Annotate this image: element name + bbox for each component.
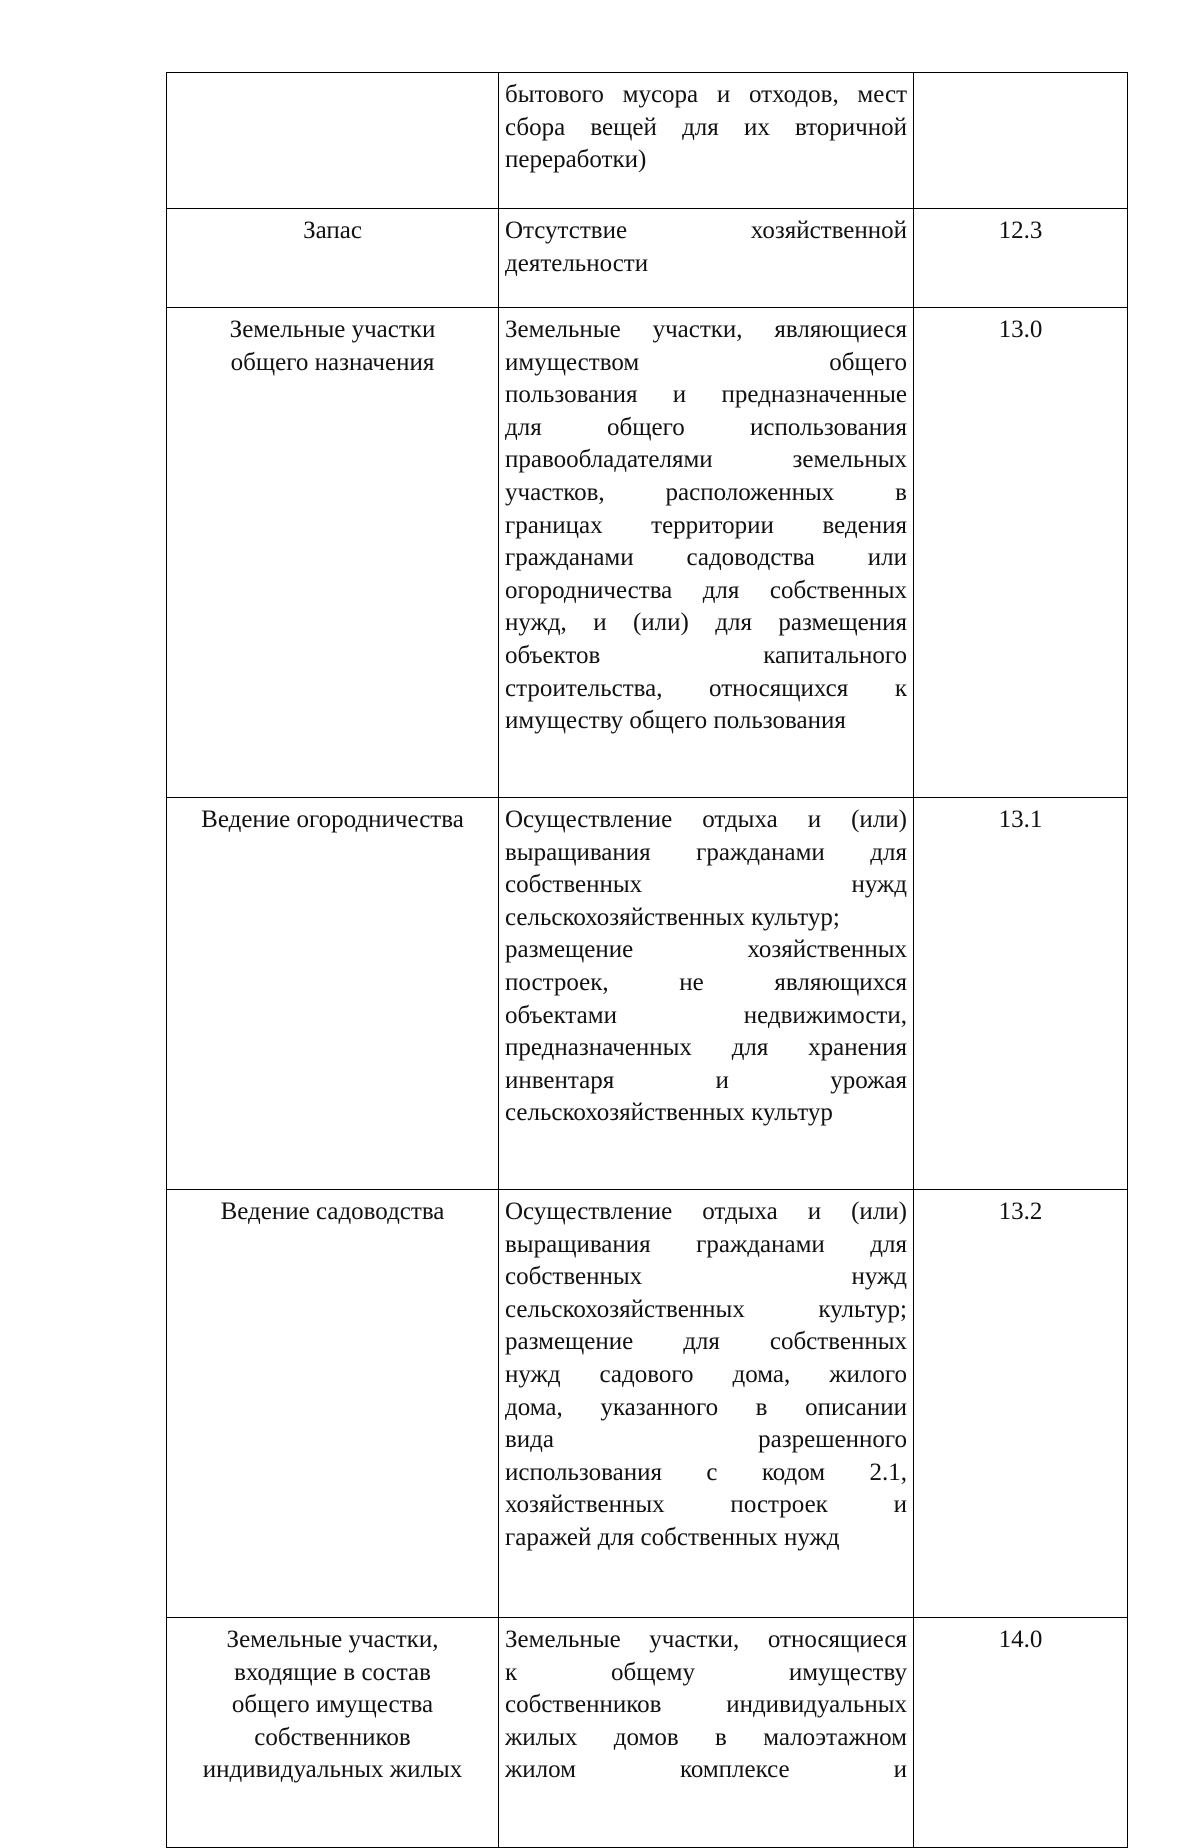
- land-use-name-line: Ведение садоводства: [220, 1198, 445, 1225]
- land-use-description-line: нужд садового дома, жилого: [505, 1360, 907, 1388]
- land-use-description-line: жилых домов в малоэтажном: [505, 1723, 907, 1751]
- land-use-code-cell: [914, 798, 1128, 1190]
- land-use-description-line: бытового мусора и отходов, мест: [505, 81, 907, 108]
- land-use-description-line: границах территории ведения: [505, 511, 907, 539]
- land-use-description-line: для общего использования: [505, 413, 907, 441]
- land-use-description-line: нужд, и (или) для размещения: [505, 609, 907, 637]
- land-use-description-line: сельскохозяйственных культур: [505, 1099, 833, 1127]
- land-use-code-cell: [914, 73, 1128, 209]
- land-use-description-line: использования с кодом 2.1,: [505, 1458, 907, 1486]
- land-use-name-line: общего имущества: [231, 1691, 434, 1719]
- land-use-description-line: Земельные участки, относящиеся: [505, 1626, 907, 1653]
- land-use-table: [166, 72, 1128, 1848]
- land-use-description-line: объектов капитального: [505, 641, 907, 669]
- land-use-description-line: участков, расположенных в: [505, 478, 907, 506]
- land-use-description-line: Осуществление отдыха и (или): [505, 806, 907, 833]
- land-use-description-line: деятельности: [505, 249, 649, 277]
- land-use-name-line: Земельные участки: [229, 316, 436, 343]
- table-row: [167, 73, 1128, 209]
- table-row: [167, 798, 1128, 1190]
- land-use-description-line: объектами недвижимости,: [505, 1001, 907, 1029]
- table-row: [167, 209, 1128, 308]
- land-use-name-cell: [167, 209, 499, 308]
- land-use-name-cell: [167, 73, 499, 209]
- land-use-description-line: переработки): [505, 146, 647, 174]
- land-use-code: 13.0: [998, 316, 1043, 343]
- land-use-name-line: входящие в состав: [234, 1658, 431, 1686]
- land-use-description-line: выращивания гражданами для: [505, 1230, 907, 1258]
- land-use-description-line: собственных нужд: [505, 871, 907, 899]
- land-use-description-line: правообладателями земельных: [505, 446, 907, 474]
- land-use-description-line: инвентаря и урожая: [505, 1066, 907, 1094]
- land-use-description-cell: [499, 308, 914, 798]
- land-use-description-line: жилом комплексе и: [505, 1756, 907, 1784]
- table-row: [167, 1190, 1128, 1618]
- land-use-code-cell: [914, 1618, 1128, 1848]
- land-use-description-line: вида разрешенного: [505, 1426, 907, 1454]
- land-use-description-cell: [499, 73, 914, 209]
- land-use-description-line: огородничества для собственных: [505, 576, 907, 604]
- land-use-description-cell: [499, 1618, 914, 1848]
- land-use-description-line: имуществом общего: [505, 348, 907, 376]
- land-use-description-line: сельскохозяйственных культур;: [505, 903, 840, 931]
- land-use-description-line: сбора вещей для их вторичной: [505, 113, 907, 141]
- land-use-code: 13.2: [998, 1198, 1043, 1225]
- land-use-name-cell: [167, 308, 499, 798]
- land-use-name-line: общего назначения: [230, 348, 435, 376]
- table-row: [167, 1618, 1128, 1848]
- land-use-name-cell: [167, 1618, 499, 1848]
- land-use-code: 12.3: [998, 217, 1043, 244]
- land-use-name-line: Земельные участки,: [226, 1626, 439, 1653]
- land-use-description-line: размещение хозяйственных: [505, 936, 907, 964]
- land-use-name-line: собственников: [254, 1723, 411, 1751]
- land-use-code: 13.1: [998, 806, 1043, 833]
- land-use-description-cell: [499, 798, 914, 1190]
- land-use-description-line: размещение для собственных: [505, 1328, 907, 1356]
- land-use-description-line: собственных нужд: [505, 1263, 907, 1291]
- land-use-description-line: строительства, относящихся к: [505, 674, 907, 702]
- land-use-description-line: пользования и предназначенные: [505, 381, 907, 409]
- land-use-name-cell: [167, 1190, 499, 1618]
- land-use-name-line: Запас: [303, 217, 362, 244]
- land-use-code: 14.0: [998, 1626, 1043, 1653]
- land-use-description-cell: [499, 209, 914, 308]
- table-body: [167, 73, 1128, 1848]
- land-use-description-cell: [499, 1190, 914, 1618]
- table-row: [167, 308, 1128, 798]
- land-use-code-cell: [914, 1190, 1128, 1618]
- land-use-code-cell: [914, 209, 1128, 308]
- land-use-description-line: сельскохозяйственных культур;: [505, 1295, 907, 1323]
- land-use-description-line: гражданами садоводства или: [505, 544, 907, 572]
- land-use-description-line: предназначенных для хранения: [505, 1034, 907, 1062]
- land-use-description-line: дома, указанного в описании: [505, 1393, 907, 1421]
- land-use-description-line: имуществу общего пользования: [505, 707, 846, 735]
- land-use-description-line: к общему имуществу: [505, 1658, 907, 1686]
- land-use-description-line: построек, не являющихся: [505, 968, 907, 996]
- land-use-description-line: хозяйственных построек и: [505, 1491, 907, 1519]
- land-use-description-line: Отсутствие хозяйственной: [505, 217, 907, 244]
- land-use-description-line: собственников индивидуальных: [505, 1691, 907, 1719]
- land-use-description-line: Земельные участки, являющиеся: [505, 316, 907, 343]
- land-use-name-line: Ведение огородничества: [201, 806, 464, 833]
- land-use-code-cell: [914, 308, 1128, 798]
- land-use-description-line: гаражей для собственных нужд: [505, 1523, 840, 1551]
- land-use-name-line: индивидуальных жилых: [202, 1756, 463, 1784]
- land-use-name-cell: [167, 798, 499, 1190]
- land-use-description-line: выращивания гражданами для: [505, 838, 907, 866]
- land-use-description-line: Осуществление отдыха и (или): [505, 1198, 907, 1225]
